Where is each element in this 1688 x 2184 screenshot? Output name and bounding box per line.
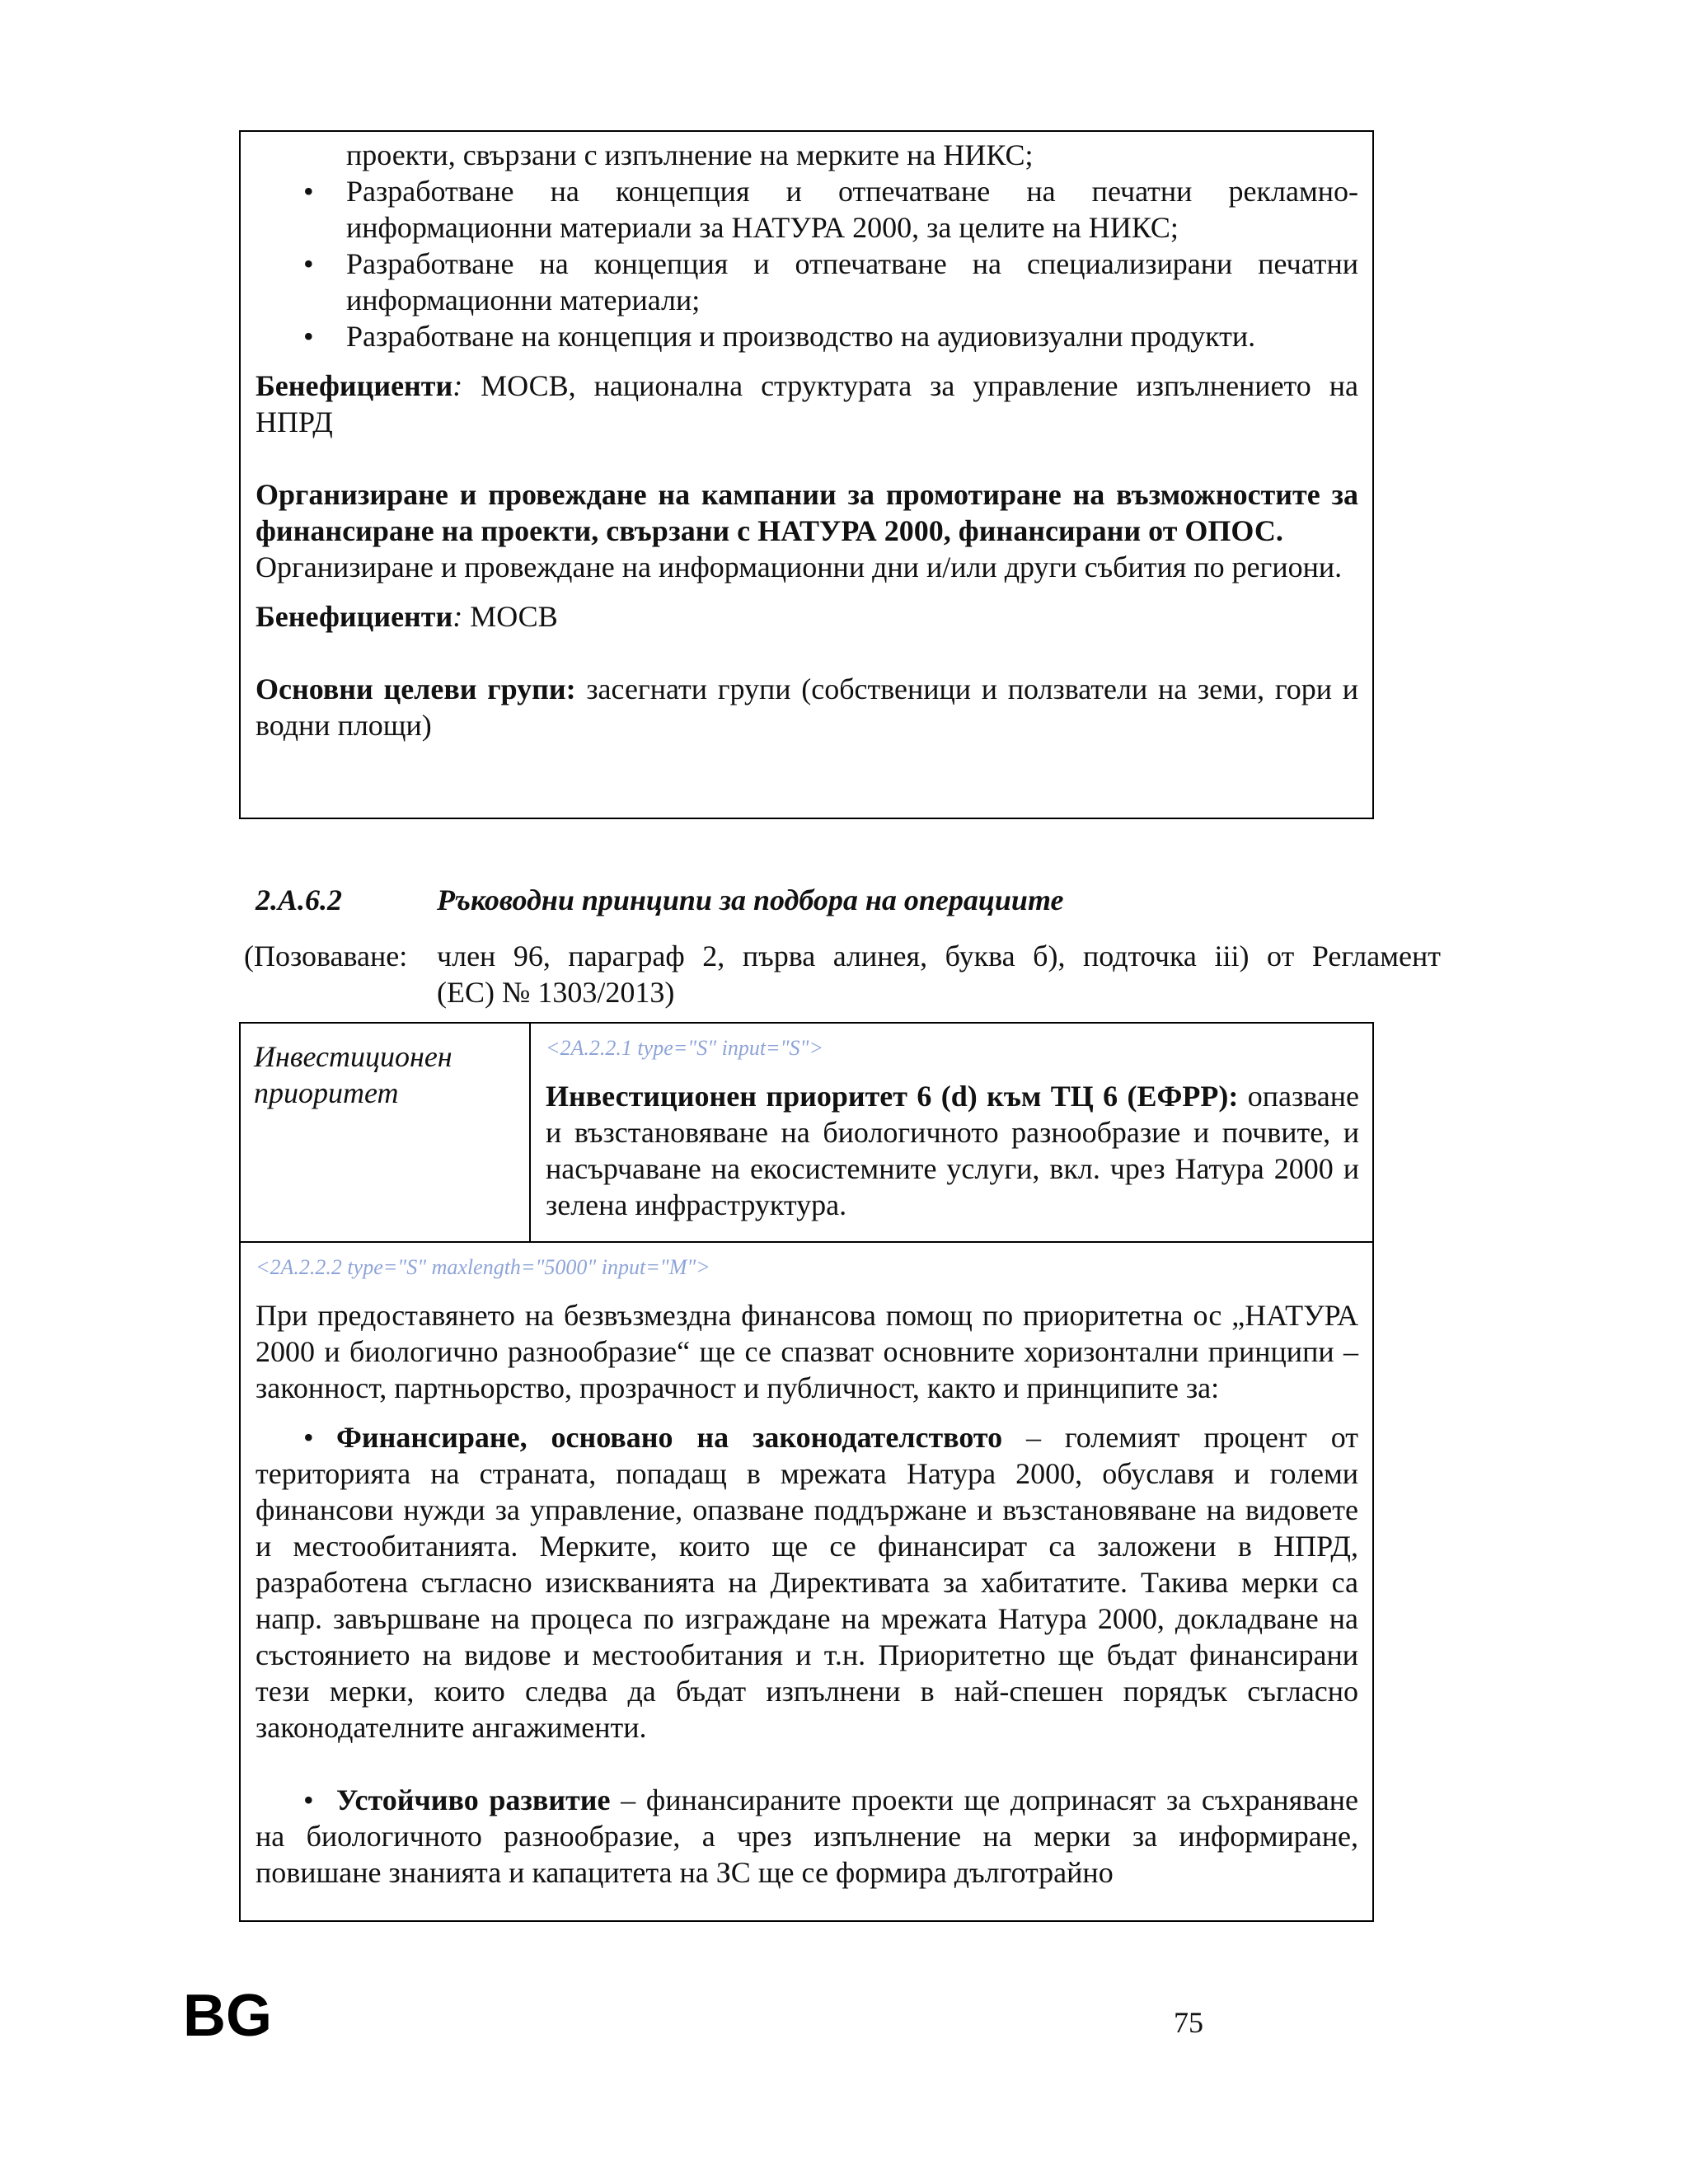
principle-sustainability [256, 1782, 1358, 1891]
beneficiaries-2 [256, 598, 1358, 635]
target-groups [256, 671, 1358, 743]
campaigns-title: Организиране и провеждане на кампании за промотиране на възможностите за финансиране на проекти, свързани с НАТУРА 2000, финансирани от ОПОС. [256, 478, 1358, 547]
bullet-icon: • [303, 1421, 314, 1454]
campaigns-text: Организиране и провеждане на информационни дни и/или други събития по региони. [256, 551, 1343, 583]
list-item-text: проекти, свързани с изпълнение на мерките на НИКС; [346, 138, 1034, 171]
reference-line-2: (ЕС) № 1303/2013) [437, 976, 675, 1009]
list-item [256, 318, 1358, 354]
field-tag: <2A.2.2.1 type="S" input="S"> [546, 1036, 823, 1060]
section-title: Ръководни принципи за подбора на операциите [437, 883, 1064, 916]
page-number: 75 [1174, 2006, 1203, 2039]
section-number: 2.A.6.2 [256, 883, 343, 916]
list-item [256, 246, 1358, 318]
priority-value-cell [531, 1024, 1372, 1243]
bullet-icon: • [303, 247, 314, 280]
list-item-text: Разработване на концепция и отпечатване на специализирани печатни информационни материали; [346, 247, 1358, 316]
priority-bold: Инвестиционен приоритет 6 (d) към ТЦ 6 (ЕФРР): [546, 1080, 1239, 1113]
list-item [256, 173, 1358, 246]
list-item-text: Разработване на концепция и отпечатване на печатни рекламно-информационни материали за НАТУРА 2000, за целите на НИКС; [346, 175, 1358, 244]
beneficiaries-label: Бенефициенти [256, 369, 453, 402]
beneficiaries-colon: : [452, 369, 463, 402]
list-item-text: Разработване на концепция и производство на аудиовизуални продукти. [346, 320, 1256, 353]
beneficiaries-text: МОСВ, национална структурата за управление изпълнението на НПРД [256, 369, 1358, 438]
language-code: BG [183, 1983, 272, 2049]
measures-box [239, 130, 1374, 819]
list-item [256, 137, 1358, 173]
beneficiaries-colon: : [452, 600, 463, 633]
principle-legislation [256, 1419, 1358, 1746]
priority-description [546, 1078, 1359, 1223]
reference-label: (Позоваване: [244, 940, 408, 972]
priority-table [239, 1022, 1374, 1922]
bullet-icon: • [303, 175, 314, 208]
principles-cell [241, 1243, 1372, 1920]
principle-legislation-title: Финансиране, основано на законодателството [336, 1421, 1003, 1454]
priority-text: опазване и възстановяване на биологичното разнообразие и почвите, и насърчаване на екосистемните услуги, вкл. чрез Натура 2000 и зелена инфраструктура. [546, 1080, 1359, 1221]
bullet-icon: • [303, 320, 314, 353]
priority-label-cell [241, 1024, 531, 1243]
principle-sustainability-text: – финансираните проекти ще допринасят за съхраняване на биологичното разнообразие, а чрез изпълнение на мерки за информиране, повишане знанията и капацитета на ЗС ще се формира дълготрайно [256, 1783, 1359, 1889]
beneficiaries-1 [256, 368, 1358, 440]
principle-sustainability-title: Устойчиво развитие [336, 1783, 611, 1816]
measures-content [256, 137, 1358, 743]
priority-label: Инвестиционен приоритет [254, 1040, 452, 1109]
reference-line-1: член 96, параграф 2, първа алинея, буква б), подточка iii) от Регламент [437, 940, 1441, 972]
measures-list [256, 137, 1358, 354]
field-tag: <2A.2.2.2 type="S" maxlength="5000" input="M"> [256, 1255, 710, 1279]
target-groups-text: засегнати групи (собственици и ползватели на земи, гори и водни площи) [256, 673, 1358, 742]
beneficiaries-label: Бенефициенти [256, 600, 453, 633]
principle-legislation-text: – големият процент от територията на страната, попадащ в мрежата Натура 2000, обуславя и големи финансови нужди за управление, опазване поддържане и възстановяване на видовете и местообитанията. Мерките, които ще се финансират са заложени в НПРД, разработена съгласно изискванията на Директивата за хабитатите. Такива мерки са напр. завършване на процеса по изграждане на мрежата Натура 2000, докладване на състоянието на видове и местообитания и т.н. Приоритетно ще бъдат финансирани тези мерки, които следва да бъдат изпълнени в най-спешен порядък съгласно законодателните ангажименти. [256, 1421, 1358, 1744]
target-groups-label: Основни целеви групи: [256, 673, 576, 705]
bullet-icon: • [303, 1783, 314, 1816]
beneficiaries-text: МОСВ [462, 600, 558, 633]
principles-intro: При предоставянето на безвъзмездна финансова помощ по приоритетна ос „НАТУРА 2000 и биологично разнообразие“ ще се спазват основните хоризонтални принципи – законност, партньорство, прозрачност и публичност, както и принципите за: [256, 1299, 1358, 1404]
